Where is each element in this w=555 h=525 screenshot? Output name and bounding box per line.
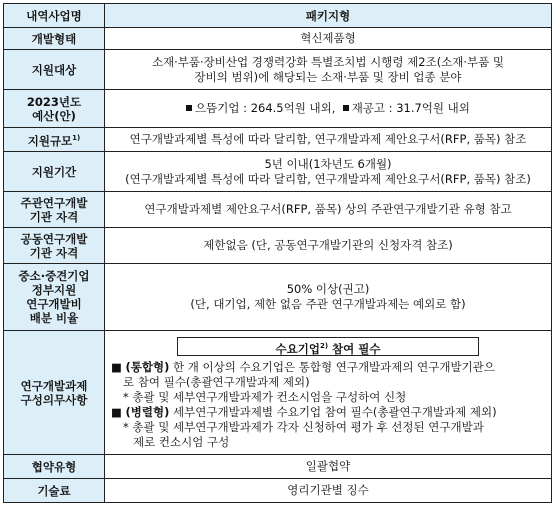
value-budget [105,90,552,128]
integrated-type-heading: (통합형) [125,360,170,374]
integrated-type-item [109,360,547,375]
budget-item-reannouncement: 재공고 : 31.7억원 내외 [351,101,470,115]
footnote-marker: 2) [319,342,329,350]
value-support-period [105,152,552,192]
box-title-tail: 참여 필수 [328,341,381,356]
value-allocation-ratio [105,264,552,331]
integrated-type-text: 한 개 이상의 수요기업은 통합형 연구개발과제의 연구개발기관으 [169,360,495,374]
parallel-type-note-cont: 제로 컨소시엄 구성 [133,435,230,449]
box-title: 수요기업 [275,341,320,356]
value-development-type: 혁신제품형 [105,28,552,50]
square-bullet-icon [186,105,192,111]
label-support-target: 지원대상 [4,50,105,90]
composition-label-line1: 연구개발과제 [20,378,88,393]
footnote-marker: 1) [72,134,81,143]
label-allocation-ratio [4,264,105,331]
support-target-line1: 소재·부품·장비산업 경쟁력강화 특별조치법 시행령 제2조(소재·부품 및 [151,54,505,69]
square-bullet-icon: ■ [111,360,122,374]
label-composition-requirements [4,331,105,455]
support-scale-label: 지원규모 [27,133,73,148]
label-lead-institution [4,192,105,228]
header-package-type: 패키지형 [105,4,552,28]
budget-item-top-company: 으뜸기업 : 264.5억원 내외, [195,101,336,115]
ratio-line2: (단, 대기업, 제한 없음 주관 연구개발과제는 예외로 함) [190,297,466,311]
integrated-type-note: * 총괄 및 세부연구개발과제가 컨소시엄을 구성하여 신청 [123,390,407,404]
ratio-label-line2: 정부지원 [31,283,77,297]
square-bullet-icon: ■ [111,405,122,419]
square-bullet-icon [343,105,349,111]
ratio-label-line1: 중소·중견기업 [18,269,90,283]
label-support-scale [4,128,105,152]
parallel-type-text: 세부연구개발과제별 수요기업 참여 필수(총괄연구개발과제 제외) [169,405,497,419]
ratio-label-line3: 연구개발비 [26,297,82,311]
support-period-line2: (연구개발과제별 특성에 따라 달리함, 연구개발과제 제안요구서(RFP, 품목) 참조) [125,171,531,186]
label-technology-fee: 기술료 [4,479,105,503]
parallel-type-heading: (병렬형) [125,405,170,419]
label-support-period: 지원기간 [4,152,105,192]
parallel-type-item [109,405,547,420]
label-agreement-type: 협약유형 [4,455,105,479]
value-support-target [105,50,552,90]
support-target-line2: 장비의 범위)에 해당되는 소재·부품 및 장비 업종 분야 [194,69,462,84]
label-joint-institution [4,228,105,264]
value-agreement-type: 일괄협약 [105,455,552,479]
ratio-line1: 50% 이상(권고) [286,282,370,296]
joint-label-line2: 기관 자격 [29,245,79,260]
ratio-label-line4: 배분 비율 [29,311,79,325]
program-table [3,3,552,503]
lead-label-line2: 기관 자격 [29,209,79,224]
demand-company-box [177,337,479,356]
value-joint-institution: 제한없음 (단, 공동연구개발기관의 신청자격 참조) [105,228,552,264]
value-lead-institution: 연구개발과제별 제안요구서(RFP, 품목) 상의 주관연구개발기관 유형 참고 [105,192,552,228]
header-program-name: 내역사업명 [4,4,105,28]
composition-label-line2: 구성의무사항 [20,392,88,407]
label-development-type: 개발형태 [4,28,105,50]
value-composition-requirements [105,331,552,455]
label-budget [4,90,105,128]
support-period-line1: 5년 이내(1차년도 6개월) [264,156,392,171]
joint-label-line1: 공동연구개발 [20,231,88,246]
lead-label-line1: 주관연구개발 [20,195,88,210]
value-support-scale: 연구개발과제별 특성에 따라 달리함, 연구개발과제 제안요구서(RFP, 품목) 참조 [105,128,552,152]
parallel-type-note: * 총괄 및 세부연구개발과제가 각자 신청하여 평가 후 선정된 연구개발과 [123,420,484,434]
budget-label-line1: 2023년도 [26,94,82,109]
integrated-type-cont: 로 참여 필수(총괄연구개발과제 제외) [123,375,310,389]
budget-label-line2: 예산(안) [32,108,76,123]
value-technology-fee: 영리기관별 징수 [105,479,552,503]
